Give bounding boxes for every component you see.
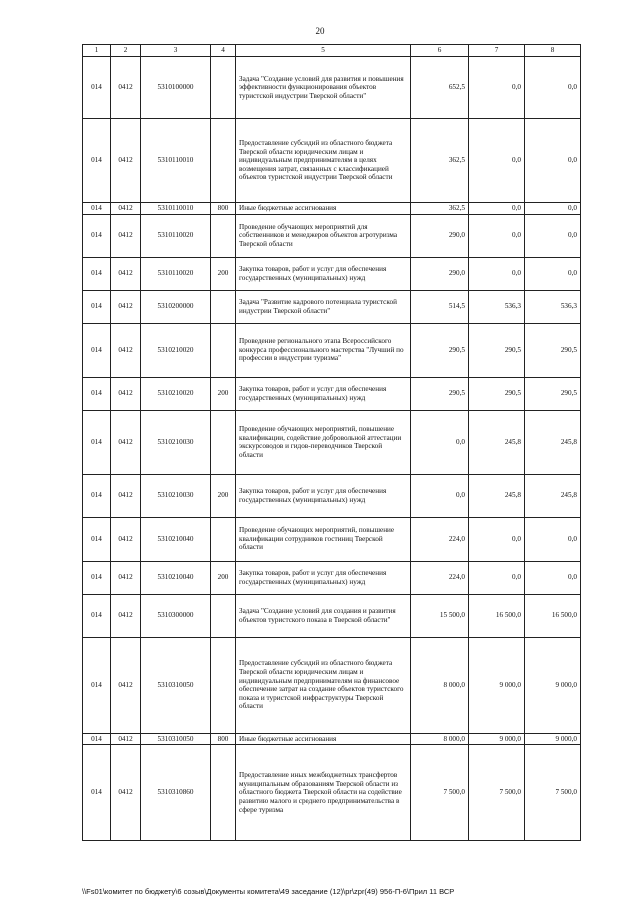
cell-v6: 0,0: [411, 410, 469, 474]
cell-v6: 362,5: [411, 203, 469, 215]
cell-c3: 5310210020: [141, 323, 211, 377]
cell-c3: 5310310050: [141, 733, 211, 745]
cell-desc: Предоставление иных межбюджетных трансфертов муниципальным образованиям Тверской области из областного бюджета Тверской области на содействие развитию малого и среднего предпринимательства в сфере туризма: [236, 745, 411, 841]
column-header: 4: [211, 45, 236, 57]
cell-desc: Закупка товаров, работ и услуг для обеспечения государственных (муниципальных) нужд: [236, 561, 411, 594]
cell-desc: Задача "Создание условий для создания и развития объектов туристского показа в Тверской области": [236, 594, 411, 637]
cell-c2: 0412: [111, 119, 141, 203]
cell-v8: 245,8: [525, 410, 581, 474]
cell-v8: 0,0: [525, 119, 581, 203]
cell-desc: Иные бюджетные ассигнования: [236, 203, 411, 215]
table-row: [83, 594, 581, 637]
cell-c2: 0412: [111, 594, 141, 637]
cell-v8: 0,0: [525, 214, 581, 257]
cell-v8: 0,0: [525, 203, 581, 215]
cell-c1: 014: [83, 517, 111, 561]
cell-v8: 9 000,0: [525, 637, 581, 733]
cell-desc: Иные бюджетные ассигнования: [236, 733, 411, 745]
table-row: [83, 410, 581, 474]
cell-desc: Задача "Развитие кадрового потенциала туристской индустрии Тверской области": [236, 290, 411, 323]
cell-v7: 9 000,0: [469, 733, 525, 745]
cell-c3: 5310200000: [141, 290, 211, 323]
table-row: [83, 214, 581, 257]
cell-c1: 014: [83, 119, 111, 203]
page-number: 20: [315, 26, 325, 36]
cell-v8: 0,0: [525, 561, 581, 594]
table-row: [83, 203, 581, 215]
cell-v8: 290,5: [525, 323, 581, 377]
cell-v6: 0,0: [411, 474, 469, 517]
cell-c3: 5310310860: [141, 745, 211, 841]
cell-desc: Проведение обучающих мероприятий, повышение квалификации сотрудников гостиниц Тверской области: [236, 517, 411, 561]
cell-v7: 0,0: [469, 517, 525, 561]
cell-c2: 0412: [111, 323, 141, 377]
cell-desc: Проведение регионального этапа Всероссийского конкурса профессионального мастерства "Лучший по профессии в индустрии туризма": [236, 323, 411, 377]
cell-v8: 245,8: [525, 474, 581, 517]
cell-c4: [211, 637, 236, 733]
cell-c2: 0412: [111, 474, 141, 517]
cell-v7: 0,0: [469, 119, 525, 203]
cell-c4: 800: [211, 733, 236, 745]
cell-c4: [211, 214, 236, 257]
cell-v7: 0,0: [469, 561, 525, 594]
cell-c2: 0412: [111, 410, 141, 474]
cell-c3: 5310210030: [141, 410, 211, 474]
budget-table: [82, 44, 581, 841]
cell-c4: 200: [211, 474, 236, 517]
cell-v7: 16 500,0: [469, 594, 525, 637]
table-row: [83, 733, 581, 745]
table-row: [83, 290, 581, 323]
cell-c2: 0412: [111, 57, 141, 119]
table-row: [83, 474, 581, 517]
cell-v7: 536,3: [469, 290, 525, 323]
cell-c1: 014: [83, 203, 111, 215]
cell-c1: 014: [83, 745, 111, 841]
column-header: 7: [469, 45, 525, 57]
cell-c3: 5310300000: [141, 594, 211, 637]
cell-desc: Закупка товаров, работ и услуг для обеспечения государственных (муниципальных) нужд: [236, 257, 411, 290]
cell-c1: 014: [83, 474, 111, 517]
cell-v7: 7 500,0: [469, 745, 525, 841]
cell-c2: 0412: [111, 733, 141, 745]
cell-v7: 0,0: [469, 57, 525, 119]
cell-c2: 0412: [111, 377, 141, 410]
cell-desc: Предоставление субсидий из областного бюджета Тверской области юридическим лицам и индивидуальным предпринимателям в целях возмещения затрат, связанных с классификацией объектов туристской индустрии Тверской области: [236, 119, 411, 203]
cell-desc: Предоставление субсидий из областного бюджета Тверской области юридическим лицам и индивидуальным предпринимателям на финансовое обеспечение затрат на создание объектов туристского показа и туристской инфраструктуры Тверской области: [236, 637, 411, 733]
column-header: 6: [411, 45, 469, 57]
cell-c2: 0412: [111, 745, 141, 841]
cell-desc: Закупка товаров, работ и услуг для обеспечения государственных (муниципальных) нужд: [236, 474, 411, 517]
column-header: 2: [111, 45, 141, 57]
cell-v6: 7 500,0: [411, 745, 469, 841]
cell-v6: 224,0: [411, 561, 469, 594]
cell-c3: 5310310050: [141, 637, 211, 733]
cell-c3: 5310210020: [141, 377, 211, 410]
table-row: [83, 323, 581, 377]
cell-c2: 0412: [111, 517, 141, 561]
cell-c3: 5310100000: [141, 57, 211, 119]
cell-v6: 290,0: [411, 214, 469, 257]
cell-v6: 514,5: [411, 290, 469, 323]
cell-c2: 0412: [111, 561, 141, 594]
cell-v8: 9 000,0: [525, 733, 581, 745]
cell-c4: [211, 745, 236, 841]
table-row: [83, 377, 581, 410]
cell-v7: 290,5: [469, 323, 525, 377]
column-header: 5: [236, 45, 411, 57]
cell-v7: 9 000,0: [469, 637, 525, 733]
cell-v7: 0,0: [469, 203, 525, 215]
cell-c3: 5310210030: [141, 474, 211, 517]
column-header: 3: [141, 45, 211, 57]
cell-c1: 014: [83, 57, 111, 119]
cell-c1: 014: [83, 377, 111, 410]
cell-c4: 200: [211, 377, 236, 410]
cell-v6: 290,5: [411, 377, 469, 410]
column-header: 1: [83, 45, 111, 57]
cell-c4: 800: [211, 203, 236, 215]
cell-desc: Закупка товаров, работ и услуг для обеспечения государственных (муниципальных) нужд: [236, 377, 411, 410]
cell-c1: 014: [83, 257, 111, 290]
cell-v8: 0,0: [525, 57, 581, 119]
cell-c1: 014: [83, 290, 111, 323]
column-header: 8: [525, 45, 581, 57]
cell-c1: 014: [83, 594, 111, 637]
table-row: [83, 257, 581, 290]
table-row: [83, 637, 581, 733]
cell-v6: 224,0: [411, 517, 469, 561]
cell-c4: [211, 594, 236, 637]
cell-c3: 5310110010: [141, 119, 211, 203]
cell-c4: 200: [211, 561, 236, 594]
cell-c2: 0412: [111, 637, 141, 733]
cell-v7: 245,8: [469, 410, 525, 474]
cell-v6: 652,5: [411, 57, 469, 119]
table-row: [83, 57, 581, 119]
cell-c1: 014: [83, 323, 111, 377]
cell-v6: 15 500,0: [411, 594, 469, 637]
cell-c4: [211, 57, 236, 119]
cell-v6: 8 000,0: [411, 637, 469, 733]
cell-c3: 5310110020: [141, 214, 211, 257]
cell-c2: 0412: [111, 203, 141, 215]
cell-c4: 200: [211, 257, 236, 290]
table-row: [83, 517, 581, 561]
cell-v6: 8 000,0: [411, 733, 469, 745]
cell-v7: 290,5: [469, 377, 525, 410]
cell-v7: 245,8: [469, 474, 525, 517]
cell-c1: 014: [83, 637, 111, 733]
cell-c4: [211, 410, 236, 474]
cell-c2: 0412: [111, 214, 141, 257]
cell-c4: [211, 517, 236, 561]
cell-desc: Проведение обучающих мероприятий, повышение квалификации, содействие добровольной аттестации экскурсоводов и гидов-переводчиков Тверской области: [236, 410, 411, 474]
cell-v6: 290,5: [411, 323, 469, 377]
cell-desc: Задача "Создание условий для развития и повышения эффективности функционирования объектов туристской индустрии Тверской области": [236, 57, 411, 119]
cell-c1: 014: [83, 733, 111, 745]
cell-c1: 014: [83, 214, 111, 257]
cell-v8: 7 500,0: [525, 745, 581, 841]
footer-path: \\Fs01\комитет по бюджету\6 созыв\Документы комитета\49 заседание (12)\pr\zpr(49) 956-П-6\Прил 11 ВСР: [82, 887, 455, 896]
header-row: [83, 45, 581, 57]
cell-c1: 014: [83, 410, 111, 474]
cell-v8: 0,0: [525, 257, 581, 290]
cell-c1: 014: [83, 561, 111, 594]
cell-v8: 290,5: [525, 377, 581, 410]
cell-v8: 536,3: [525, 290, 581, 323]
cell-v7: 0,0: [469, 257, 525, 290]
cell-c3: 5310110020: [141, 257, 211, 290]
cell-c4: [211, 323, 236, 377]
cell-desc: Проведение обучающих мероприятий для собственников и менеджеров объектов агротуризма Тверской области: [236, 214, 411, 257]
cell-c3: 5310210040: [141, 561, 211, 594]
cell-v6: 290,0: [411, 257, 469, 290]
table-row: [83, 745, 581, 841]
cell-v6: 362,5: [411, 119, 469, 203]
cell-c3: 5310210040: [141, 517, 211, 561]
table-row: [83, 119, 581, 203]
cell-v7: 0,0: [469, 214, 525, 257]
cell-c3: 5310110010: [141, 203, 211, 215]
table-row: [83, 561, 581, 594]
table-body: [83, 57, 581, 841]
cell-c4: [211, 290, 236, 323]
cell-v8: 0,0: [525, 517, 581, 561]
cell-c4: [211, 119, 236, 203]
cell-c2: 0412: [111, 290, 141, 323]
cell-c2: 0412: [111, 257, 141, 290]
cell-v8: 16 500,0: [525, 594, 581, 637]
